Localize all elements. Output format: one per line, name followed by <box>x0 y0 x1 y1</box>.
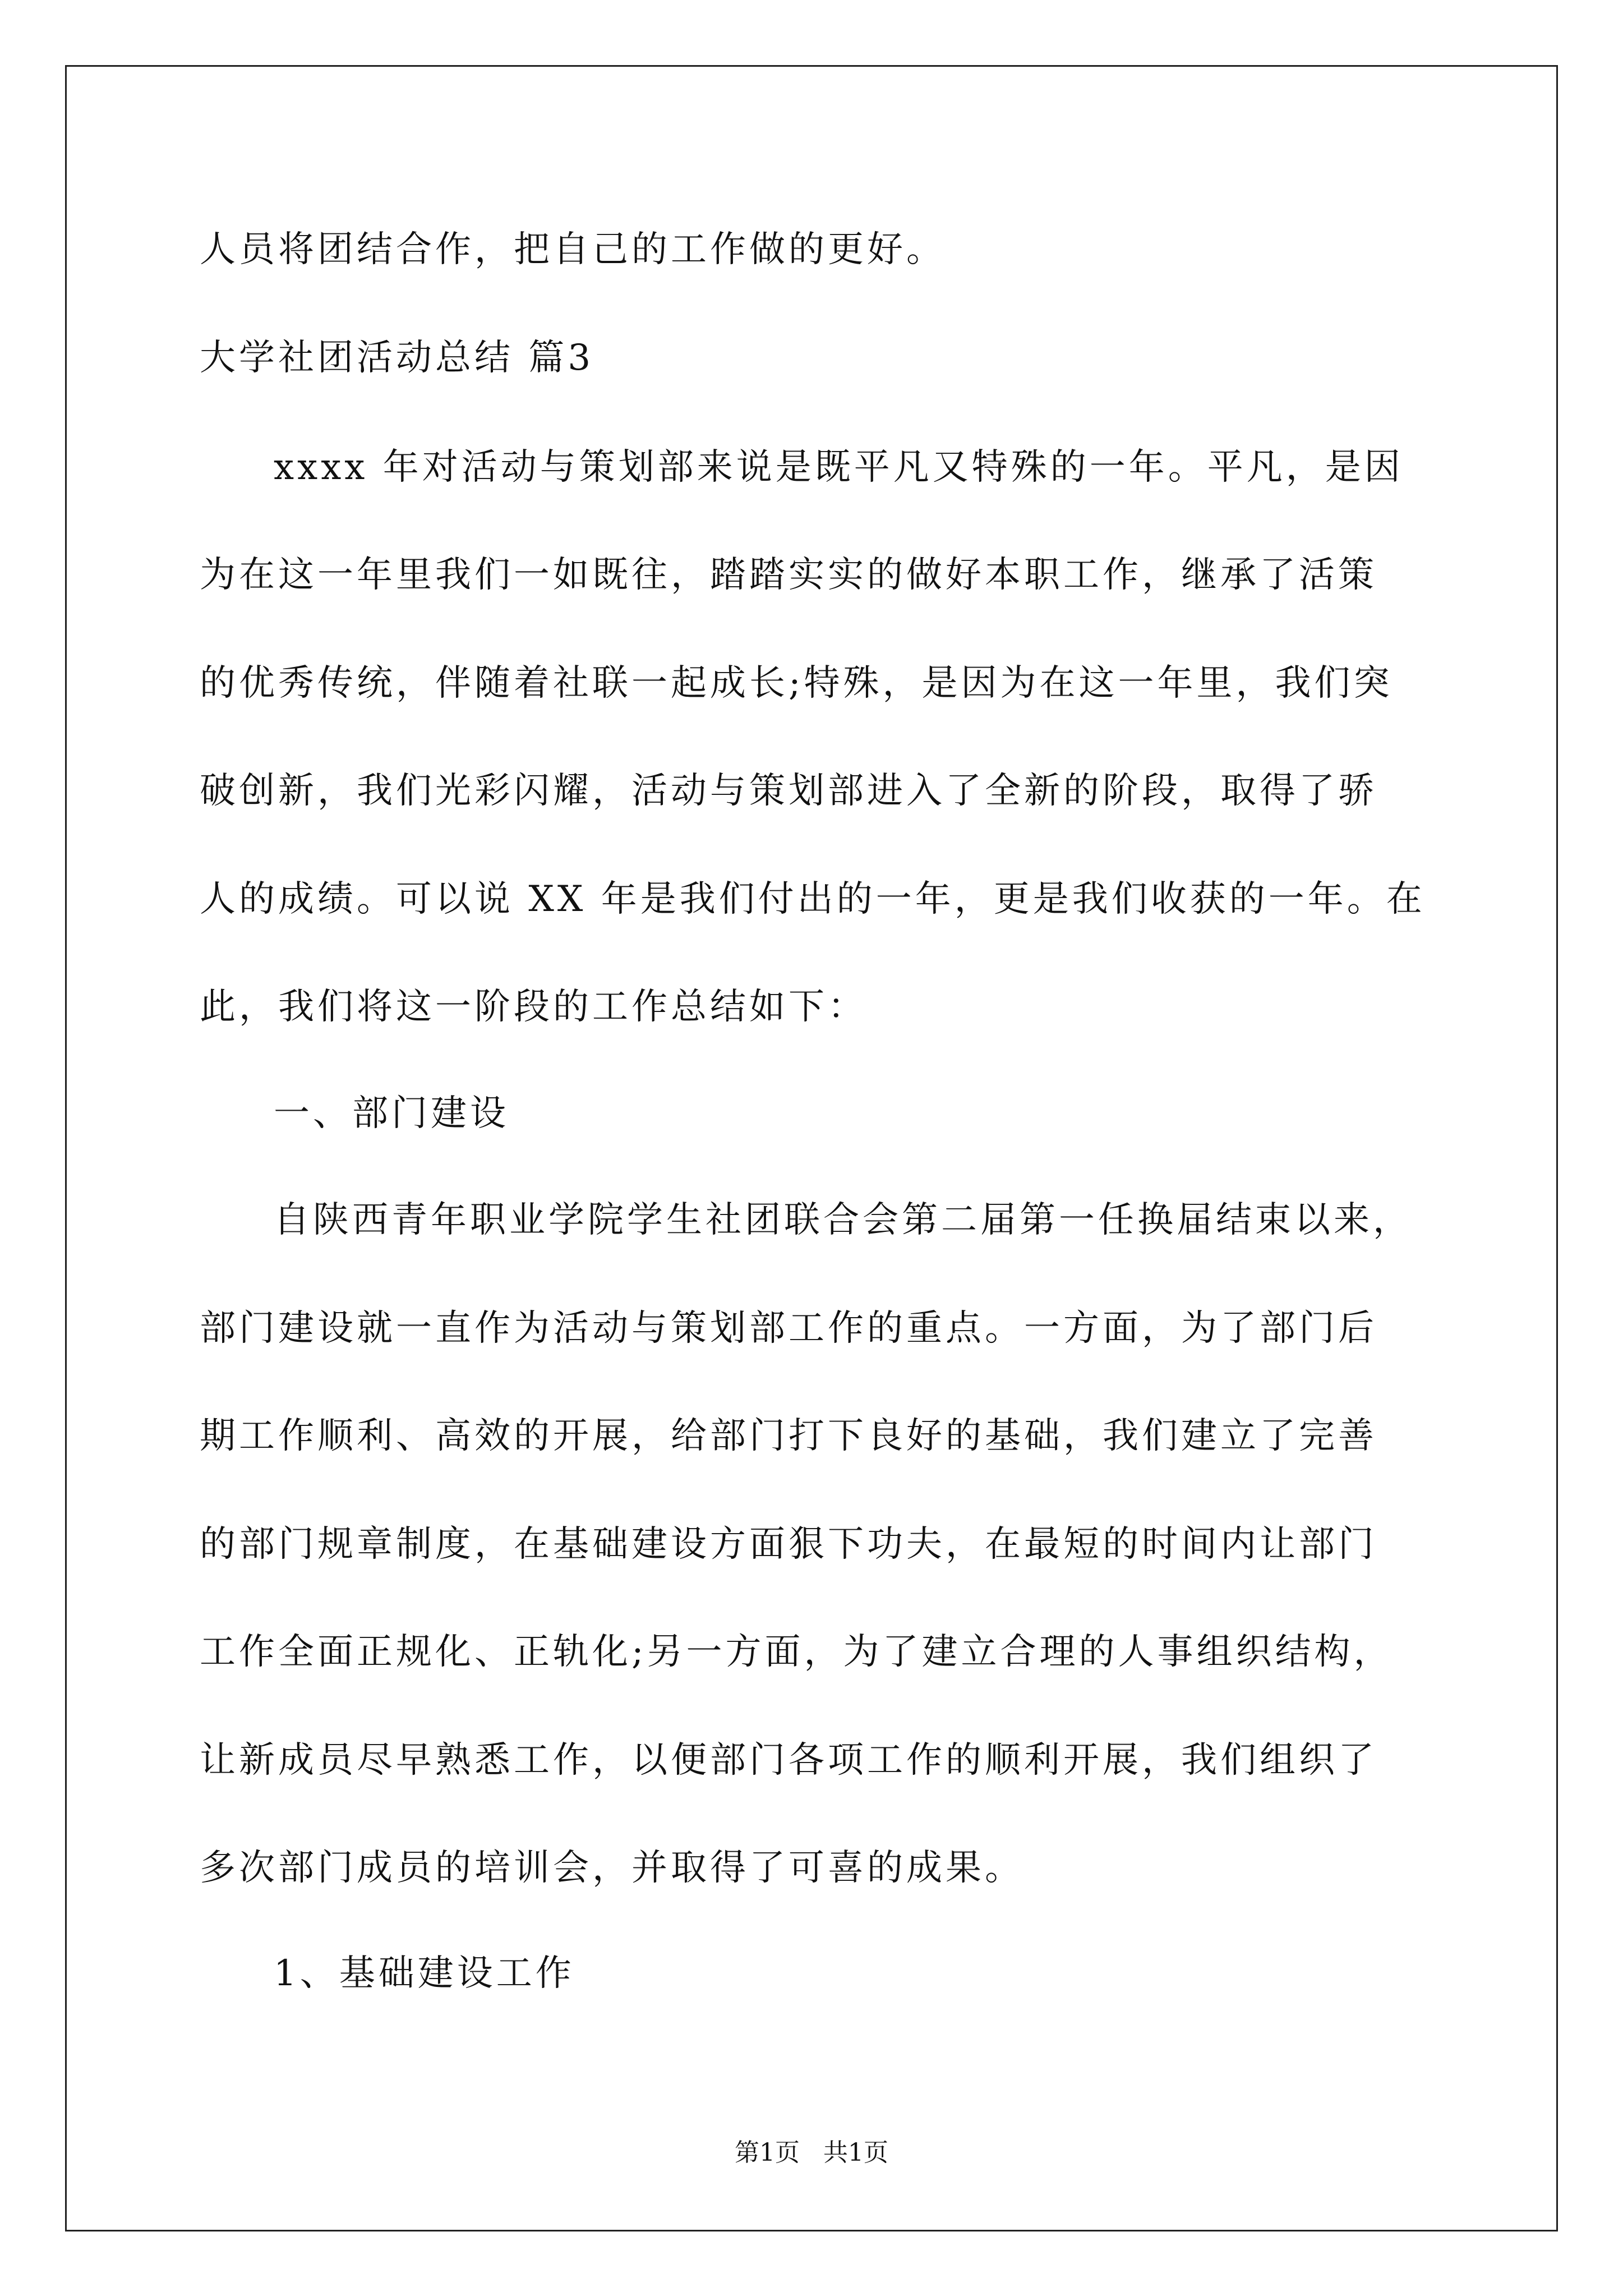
text-line: 为在这一年里我们一如既往，踏踏实实的做好本职工作，继承了活策 <box>200 554 1377 596</box>
text-line: 人员将团结合作，把自己的工作做的更好。 <box>200 229 946 270</box>
subsection-heading: 一、部门建设 <box>274 1093 509 1134</box>
page-border <box>65 65 1558 2231</box>
subsection-heading: 1、基础建设工作 <box>274 1953 575 1994</box>
text-line: 人的成绩。可以说 XX 年是我们付出的一年，更是我们收获的一年。在 <box>200 878 1426 920</box>
text-line: 工作全面正规化、正轨化;另一方面，为了建立合理的人事组织结构， <box>200 1631 1393 1673</box>
text-line: 破创新，我们光彩闪耀，活动与策划部进入了全新的阶段，取得了骄 <box>200 770 1377 812</box>
text-line: 自陕西青年职业学院学生社团联合会第二届第一任换届结束以来， <box>274 1199 1412 1241</box>
text-line: xxxx 年对活动与策划部来说是既平凡又特殊的一年。平凡，是因 <box>274 447 1404 488</box>
section-heading: 大学社团活动总结 篇3 <box>200 337 594 379</box>
text-line: 多次部门成员的培训会，并取得了可喜的成果。 <box>200 1847 1024 1889</box>
text-line: 的优秀传统，伴随着社联一起成长;特殊，是因为在这一年里，我们突 <box>200 662 1393 704</box>
text-line: 期工作顺利、高效的开展，给部门打下良好的基础，我们建立了完善 <box>200 1415 1377 1457</box>
text-line: 让新成员尽早熟悉工作，以便部门各项工作的顺利开展，我们组织了 <box>200 1740 1377 1781</box>
text-line: 部门建设就一直作为活动与策划部工作的重点。一方面，为了部门后 <box>200 1308 1377 1349</box>
page-footer: 第1页 共1页 <box>735 2138 888 2167</box>
text-line: 此，我们将这一阶段的工作总结如下： <box>200 986 867 1028</box>
text-line: 的部门规章制度，在基础建设方面狠下功夫，在最短的时间内让部门 <box>200 1524 1377 1565</box>
